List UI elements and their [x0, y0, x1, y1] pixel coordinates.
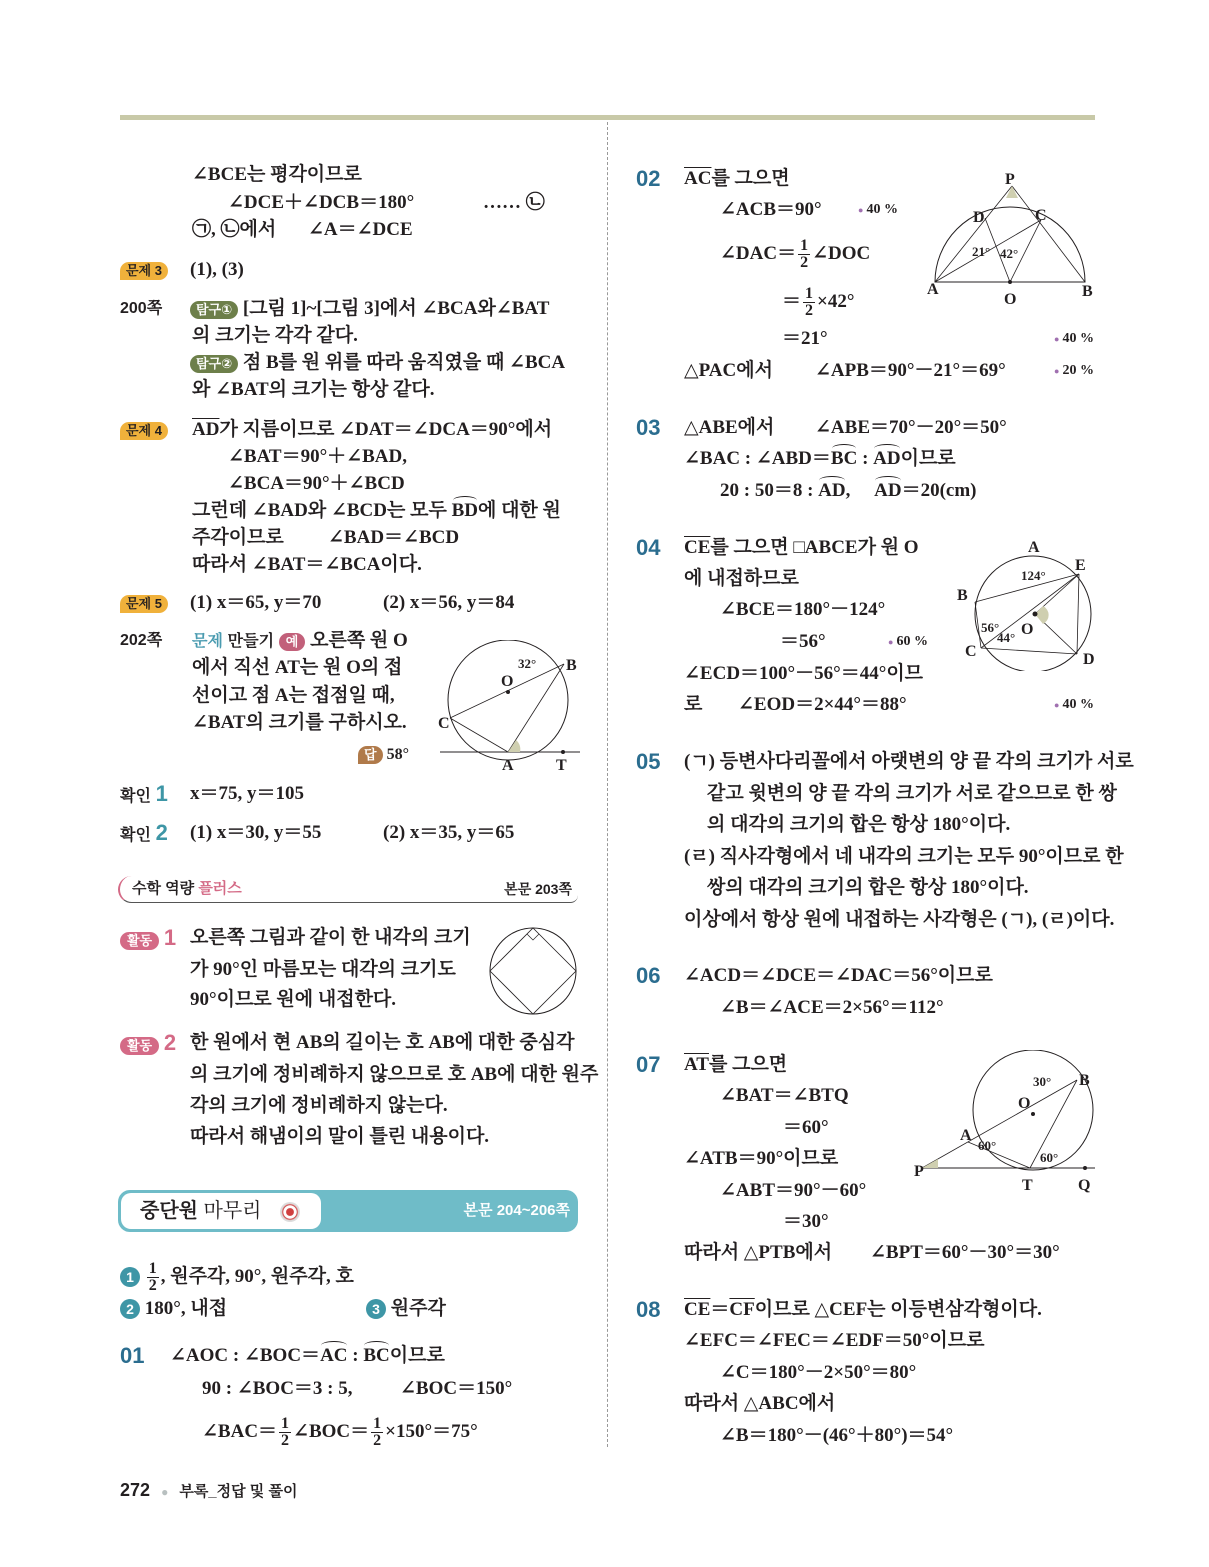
score-percent: ● 40 %	[1054, 693, 1094, 717]
point-label: C	[438, 715, 450, 732]
text-line: 이상에서 항상 원에 내접하는 사각형은 (ㄱ), (ㄹ)이다.	[684, 909, 1115, 930]
page-ref: 202쪽	[120, 632, 163, 649]
figure-inscribed-quadrilateral	[955, 536, 1105, 671]
explore-badge: 탐구①	[190, 301, 238, 319]
answer-badge: 답	[358, 746, 383, 764]
arc: BC	[363, 1345, 390, 1366]
figure-tangent-secant	[910, 1050, 1100, 1200]
equation: ∠DAC＝	[720, 242, 797, 264]
label: 만들기	[227, 633, 275, 650]
equation: ∠B＝180°－(46°＋80°)＝54°	[720, 1425, 954, 1446]
text-line: 주각이므로	[192, 527, 284, 548]
marker: …… ㉡	[483, 192, 545, 213]
arc: AD	[873, 448, 901, 469]
top-rule	[120, 115, 1095, 120]
answer: 58°	[386, 746, 409, 763]
text-line: 오른쪽 원 O	[310, 630, 408, 651]
text-line: 가 지름이므로 ∠DAT＝∠DCA＝90°에서	[219, 419, 553, 440]
question-number: 02	[636, 166, 661, 191]
equation: ∠BPT＝60°－30°＝30°	[870, 1242, 1060, 1263]
footer-title: 부록_정답 및 풀이	[179, 1483, 298, 1500]
equation: ,	[845, 480, 851, 501]
text-line: 90°이므로 원에 내접한다.	[190, 989, 397, 1010]
arc: BD	[451, 500, 478, 521]
text-line: 각의 크기에 정비례하지 않는다.	[190, 1095, 448, 1116]
score-percent: ● 40 %	[858, 198, 898, 222]
summary-answer: , 원주각, 90°, 원주각, 호	[160, 1265, 354, 1287]
text-line: 의 대각의 크기의 합은 항상 180°이다.	[707, 814, 1011, 835]
answer: (1) x＝30, y＝55	[190, 822, 322, 843]
equation: ∠BAD＝∠BCD	[328, 527, 460, 548]
problem-badge: 문제 3	[120, 262, 168, 280]
text-line: (ㄹ) 직사각형에서 네 내각의 크기는 모두 90°이므로 한	[684, 846, 1124, 867]
equation: ∠BAT＝∠BTQ	[720, 1085, 849, 1106]
explore-badge: 탐구②	[190, 355, 238, 373]
score-percent: ● 20 %	[1054, 359, 1094, 383]
question-number: 07	[636, 1052, 661, 1077]
equation: ∠B＝∠ACE＝2×56°＝112°	[720, 997, 944, 1018]
text-line: 이므로	[389, 1345, 445, 1366]
equation: ＝60°	[783, 1117, 829, 1138]
text-line: 에 내접하므로	[684, 568, 799, 589]
section-header-plus	[118, 876, 578, 903]
point-label: B	[1079, 1072, 1090, 1089]
text-line: ㉠, ㉡에서	[192, 219, 277, 240]
question-number: 01	[120, 1343, 145, 1368]
point-label: O	[1004, 291, 1017, 308]
segment: $\overline{AD}$	[192, 419, 220, 440]
point-label: Q	[1078, 1177, 1091, 1194]
segment: $\overline{CE}$	[684, 537, 711, 558]
point-label: O	[1021, 621, 1034, 638]
text-line: 따라서 ∠BAT＝∠BCA이다.	[192, 554, 422, 575]
banner-title: 마무리	[203, 1200, 262, 1222]
text-line: 같고 윗변의 양 끝 각의 크기가 서로 같으므로 한 쌍	[707, 783, 1117, 804]
activity-badge: 활동	[120, 932, 159, 950]
equation: :	[347, 1345, 364, 1366]
equation: ∠BOC＝	[293, 1420, 370, 1442]
chapter-review-banner	[118, 1190, 578, 1232]
activity-badge: 활동	[120, 1037, 159, 1055]
equation: ＝30°	[783, 1211, 829, 1232]
text-line: 따라서 해냄이의 말이 틀린 내용이다.	[190, 1126, 490, 1147]
equation: ＝21°	[782, 328, 828, 349]
segment: $\overline{CF}$	[729, 1299, 755, 1320]
equation: ∠BAC＝	[202, 1420, 278, 1442]
text-line: 오른쪽 그림과 같이 한 내각의 크기	[190, 927, 471, 948]
equation: ∠A＝∠DCE	[308, 219, 413, 240]
equation: ∠ATB＝90°이므로	[684, 1148, 839, 1169]
score-percent: ● 60 %	[888, 630, 928, 654]
angle-label: 30°	[1033, 1074, 1052, 1089]
segment: $\overline{AC}$	[684, 168, 712, 189]
equation: ∠BAT＝90°＋∠BAD,	[228, 446, 407, 467]
fraction: $\frac{1}{2}$	[373, 1415, 382, 1449]
question-number: 03	[636, 415, 661, 440]
fraction: $\frac{1}{2}$	[800, 237, 809, 271]
equation: ∠ACD＝∠DCE＝∠DAC＝56°이므로	[684, 965, 993, 986]
angle-label: 42°	[1000, 246, 1019, 261]
point-label: B	[566, 657, 577, 674]
score-percent: ● 40 %	[1054, 327, 1094, 351]
segment: $\overline{CE}$	[684, 1299, 711, 1320]
equation: ∠EFC＝∠FEC＝∠EDF＝50°이므로	[684, 1330, 985, 1351]
banner-ref: 본문 204~206쪽	[463, 1202, 570, 1219]
text-line: 를 그으면	[711, 168, 790, 189]
equation: 20 : 50＝8 :	[720, 480, 819, 501]
page-number: 272	[120, 1480, 151, 1500]
text-line: 와 ∠BAT의 크기는 항상 같다.	[192, 379, 435, 400]
point-label: A	[960, 1127, 972, 1144]
arc: BC	[830, 448, 858, 469]
text-line: 에 대한 원	[477, 500, 561, 521]
text-line: 로	[684, 694, 703, 715]
equation: ∠APB＝90°－21°＝69°	[815, 360, 1006, 381]
equation: ∠DCE＋∠DCB＝180°	[228, 192, 415, 213]
arc: AD	[818, 480, 846, 501]
text-line: 한 원에서 현 AB의 길이는 호 AB에 대한 중심각	[190, 1032, 575, 1053]
figure-rhombus-in-circle	[488, 926, 578, 1016]
activity-number: 1	[163, 925, 177, 950]
problem-badge: 문제 5	[120, 595, 168, 613]
text-line: 쌍의 대각의 크기의 합은 항상 180°이다.	[707, 877, 1029, 898]
text-line: ∠BCE는 평각이므로	[192, 164, 362, 185]
section-ref: 본문 203쪽	[504, 881, 572, 897]
summary-number: 1	[120, 1267, 140, 1287]
question-number: 05	[636, 749, 661, 774]
check-number: 1	[155, 781, 168, 806]
equation: ∠DOC	[812, 242, 871, 264]
angle-label: 60°	[1040, 1150, 1059, 1165]
figure-tangent-circle	[430, 640, 590, 775]
answer: x＝75, y＝105	[190, 783, 305, 804]
equation: ∠BCE＝180°－124°	[720, 599, 886, 620]
equation: ＝20(cm)	[901, 480, 977, 501]
check-label: 확인	[120, 827, 151, 844]
text-line: ∠BAT의 크기를 구하시오.	[192, 712, 407, 733]
point-label: O	[1018, 1095, 1031, 1112]
text-line: 그런데 ∠BAD와 ∠BCD는 모두	[192, 500, 452, 521]
angle-label: 21°	[972, 244, 991, 259]
point-label: A	[1028, 539, 1040, 556]
point-label: B	[1082, 283, 1093, 300]
arc: AC	[320, 1345, 348, 1366]
point-label: P	[914, 1163, 924, 1180]
equation: ∠BOC＝150°	[400, 1378, 513, 1399]
text-line: △PAC에서	[684, 360, 773, 381]
point-label: C	[965, 643, 977, 660]
angle-label: 32°	[518, 656, 537, 671]
answer: (1) x＝65, y＝70	[190, 592, 322, 613]
angle-label: 124°	[1021, 568, 1046, 583]
question-number: 04	[636, 535, 661, 560]
text-line: 가 90°인 마름모는 대각의 크기도	[190, 959, 456, 980]
point-label: C	[1035, 207, 1047, 224]
angle-label: 56°	[981, 620, 1000, 635]
question-number: 06	[636, 963, 661, 988]
label: 문제	[192, 633, 223, 650]
equation: :	[857, 448, 874, 469]
equation: ＝56°	[780, 631, 826, 652]
text-line: 의 크기는 각각 같다.	[192, 325, 358, 346]
point-label: A	[502, 757, 514, 774]
angle-label: 44°	[997, 630, 1016, 645]
equation: ＝	[710, 1299, 730, 1320]
footer: 272 ● 부록_정답 및 풀이	[120, 1480, 298, 1500]
activity-number: 2	[163, 1030, 177, 1055]
angle-label: 60°	[978, 1138, 997, 1153]
equation: ∠ECD＝100°－56°＝44°이므	[684, 663, 924, 684]
problem-badge: 문제 4	[120, 422, 168, 440]
text-line: 선이고 점 A는 접점일 때,	[192, 685, 395, 706]
point-label: D	[1083, 651, 1095, 668]
equation: ×42°	[817, 290, 855, 312]
equation: ∠C＝180°－2×50°＝80°	[720, 1362, 917, 1383]
equation: ∠BAC : ∠ABD＝	[684, 448, 831, 469]
point-label: E	[1075, 557, 1086, 574]
equation: ×150°＝75°	[385, 1420, 478, 1442]
target-icon	[280, 1202, 300, 1222]
text-line: 점 B를 원 위를 따라 움직였을 때 ∠BCA	[242, 352, 566, 373]
fraction: $\frac{1}{2}$	[148, 1260, 157, 1294]
equation: ∠AOC : ∠BOC＝	[170, 1345, 321, 1366]
point-label: A	[927, 281, 939, 298]
summary-answer: 180°, 내접	[144, 1298, 228, 1319]
text-line: [그림 1]~[그림 3]에서 ∠BCA와∠BAT	[242, 298, 550, 319]
question-number: 08	[636, 1297, 661, 1322]
text-line: 따라서 △PTB에서	[684, 1242, 833, 1263]
text-line: 이므로	[900, 448, 956, 469]
answer: (2) x＝56, y＝84	[383, 592, 515, 613]
point-label: B	[957, 587, 968, 604]
summary-answer: 원주각	[390, 1298, 446, 1319]
text-line: △ABE에서	[684, 417, 775, 438]
equation: ∠ABT＝90°－60°	[720, 1180, 867, 1201]
equation: ∠EOD＝2×44°＝88°	[738, 694, 907, 715]
text-line: 를 그으면 □ABCE가 원 O	[710, 537, 919, 558]
column-divider	[607, 122, 608, 1447]
equation: 90 : ∠BOC＝3 : 5,	[202, 1378, 353, 1399]
arc: AD	[874, 480, 902, 501]
text-line: 의 크기에 정비례하지 않으므로 호 AB에 대한 원주	[190, 1064, 599, 1085]
equation: ＝	[782, 290, 802, 312]
section-title: 수학 역량	[132, 880, 195, 897]
check-number: 2	[155, 820, 168, 845]
figure-semicircle	[925, 168, 1100, 308]
page-ref: 200쪽	[120, 300, 163, 317]
fraction: $\frac{1}{2}$	[805, 285, 814, 319]
text-line: 에서 직선 AT는 원 O의 접	[192, 657, 403, 678]
text-line: 이므로 △CEF는 이등변삼각형이다.	[754, 1299, 1042, 1320]
text-line: 따라서 △ABC에서	[684, 1393, 836, 1414]
segment: $\overline{AT}$	[684, 1054, 709, 1075]
check-label: 확인	[120, 788, 151, 805]
text-line: (ㄱ) 등변사다리꼴에서 아랫변의 양 끝 각의 크기가 서로	[684, 751, 1134, 772]
text-line: 를 그으면	[708, 1054, 788, 1075]
answer: (1), (3)	[190, 259, 244, 280]
banner-title: 중단원	[140, 1200, 198, 1222]
equation: ∠ABE＝70°－20°＝50°	[815, 417, 1007, 438]
fraction: $\frac{1}{2}$	[281, 1415, 290, 1449]
summary-number: 3	[366, 1299, 386, 1319]
point-label: P	[1005, 171, 1015, 188]
example-badge: 예	[279, 633, 306, 651]
point-label: D	[973, 209, 985, 226]
point-label: T	[1022, 1177, 1033, 1194]
section-title-accent: 플러스	[198, 880, 242, 897]
point-label: O	[501, 673, 514, 690]
answer: (2) x＝35, y＝65	[383, 822, 515, 843]
summary-number: 2	[120, 1299, 140, 1319]
equation: ∠ACB＝90°	[720, 199, 822, 220]
point-label: T	[556, 757, 567, 774]
equation: ∠BCA＝90°＋∠BCD	[228, 473, 405, 494]
